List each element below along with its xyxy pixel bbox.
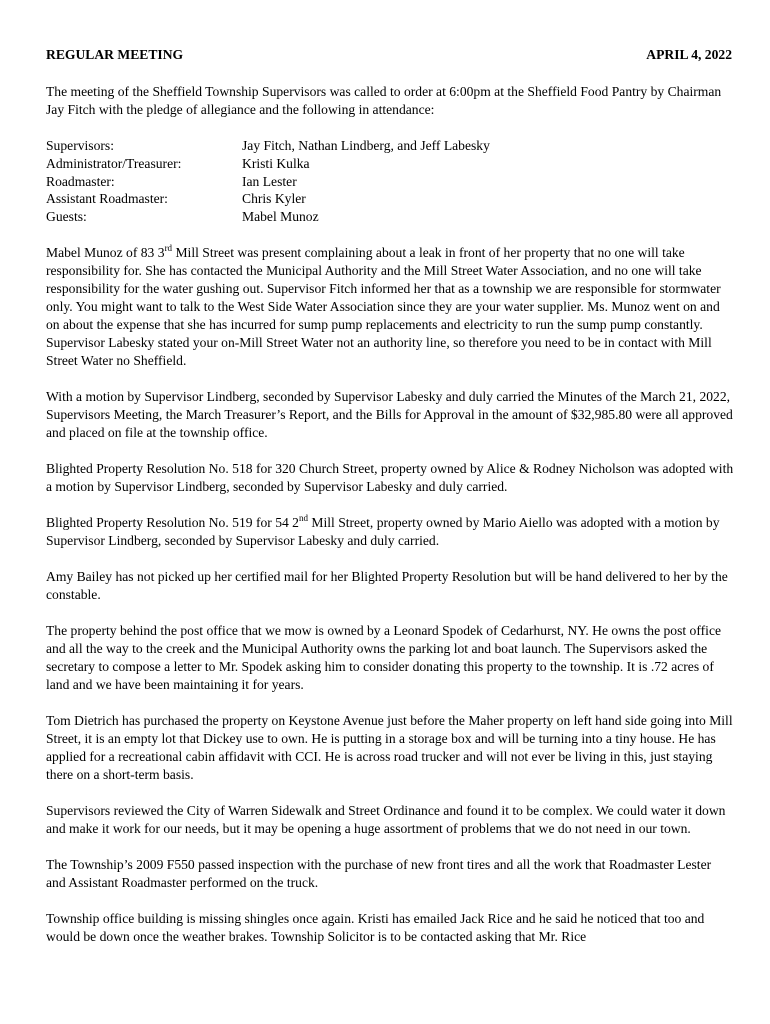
meeting-date: APRIL 4, 2022 xyxy=(646,47,732,62)
attendance-row xyxy=(46,155,490,173)
attendance-names: Kristi Kulka xyxy=(242,155,310,171)
attendance-list xyxy=(46,137,490,226)
attendance-role: Roadmaster: xyxy=(46,173,115,189)
document-page xyxy=(46,46,734,964)
munoz-paragraph xyxy=(46,244,734,370)
meeting-title: REGULAR MEETING xyxy=(46,47,184,62)
munoz-text-end: Mill Street was present complaining about a leak in front of her property that no one will take responsibility for. She has contacted the Municipal Authority and the Mill Street Water Association, and no one will take responsibility for the water gushing out. Supervisor Fitch informed her that as a township we are responsible for stormwater only. You might want to talk to the West Side Water Association since they are your water supplier. Ms. Munoz went on and on about the expense that she has incurred for sump pump replacements and electricity to run the sump pump constantly. Supervisor Labesky stated your on-Mill Street Water not an authority line, so therefore you need to be in contact with Mill Street Water no Sheffield. xyxy=(46,244,721,368)
f550-inspection-paragraph: The Township’s 2009 F550 passed inspection with the purchase of new front tires and all the work that Roadmaster Lester and Assistant Roadmaster performed on the truck. xyxy=(46,856,712,890)
attendance-row xyxy=(46,190,490,208)
attendance-row xyxy=(46,137,490,155)
attendance-row xyxy=(46,173,490,191)
attendance-names: Jay Fitch, Nathan Lindberg, and Jeff Labesky xyxy=(242,138,490,153)
bailey-paragraph: Amy Bailey has not picked up her certified mail for her Blighted Property Resolution but will be hand delivered to her by the constable. xyxy=(46,568,728,602)
attendance-role: Assistant Roadmaster: xyxy=(46,191,168,207)
attendance-role: Guests: xyxy=(46,209,87,225)
dietrich-property-paragraph: Tom Dietrich has purchased the property on Keystone Avenue just before the Maher property on left hand side going into Mill Street, it is an empty lot that Dickey use to own. He is putting in a storage box and will be turning into a tiny house. He has applied for a recreational cabin affidavit with CCI. He is across road trucker and will not ever be living in this, just staying there on a short-term basis. xyxy=(46,712,733,782)
document-header xyxy=(46,46,734,64)
resolution-519-text-end: Mill Street, property owned by Mario Aiello was adopted with a motion by Supervisor Lindberg, seconded by Supervisor Labesky and duly carried. xyxy=(46,514,720,548)
office-shingles-paragraph: Township office building is missing shingles once again. Kristi has emailed Jack Rice and he said he noticed that too and would be down once the weather brakes. Township Solicitor is to be contacted asking that Mr. Rice xyxy=(46,910,705,944)
attendance-names: Mabel Munoz xyxy=(242,209,319,225)
attendance-role: Supervisors: xyxy=(46,138,114,153)
minutes-approval-paragraph: With a motion by Supervisor Lindberg, seconded by Supervisor Labesky and duly carried the Minutes of the March 21, 2022, Supervisors Meeting, the March Treasurer’s Report, and the Bills for Approval in the amount of $32,985.80 were all approved and placed on file at the township office. xyxy=(46,388,733,440)
attendance-names: Ian Lester xyxy=(242,173,297,189)
attendance-names: Chris Kyler xyxy=(242,191,306,207)
intro-paragraph: The meeting of the Sheffield Township Supervisors was called to order at 6:00pm at the Sheffield Food Pantry by Chairman Jay Fitch with the pledge of allegiance and the following in attendance: xyxy=(46,84,722,117)
munoz-text-start: Mabel Munoz of 83 3 xyxy=(46,244,165,260)
spodek-property-paragraph: The property behind the post office that we mow is owned by a Leonard Spodek of Cedarhurst, NY. He owns the post office and all the way to the creek and the Municipal Authority owns the parking lot and boat launch. The Supervisors asked the secretary to compose a letter to Mr. Spodek asking him to consider donating this property to the township. It is .72 acres of land and we have been maintaining it for years. xyxy=(46,622,722,692)
attendance-row xyxy=(46,208,490,226)
attendance-role: Administrator/Treasurer: xyxy=(46,155,182,171)
resolution-519-text-start: Blighted Property Resolution No. 519 for 54 2 xyxy=(46,514,299,530)
resolution-519-paragraph xyxy=(46,514,734,550)
sidewalk-ordinance-paragraph: Supervisors reviewed the City of Warren Sidewalk and Street Ordinance and found it to be complex. We could water it down and make it work for our needs, but it may be opening a huge assortment of problems that we do not need in our town. xyxy=(46,802,726,836)
ordinal-suffix: rd xyxy=(164,242,173,253)
ordinal-suffix: nd xyxy=(298,512,308,523)
resolution-518-paragraph: Blighted Property Resolution No. 518 for 320 Church Street, property owned by Alice & Rodney Nicholson was adopted with a motion by Supervisor Lindberg, seconded by Supervisor Labesky and duly carried. xyxy=(46,460,734,494)
